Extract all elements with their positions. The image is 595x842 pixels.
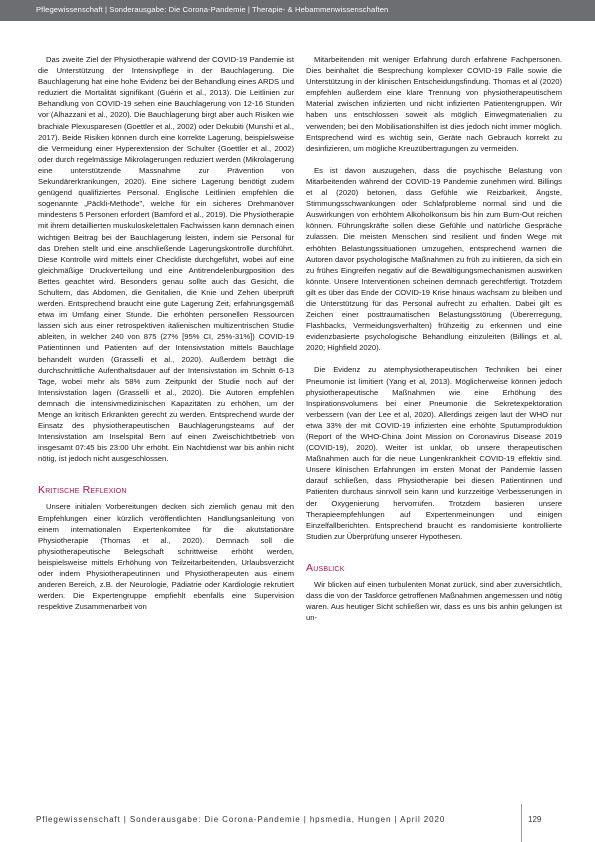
- section-heading-ausblick: Ausblick: [306, 561, 345, 574]
- section-heading-kritische-reflexion: Kritische Reflexion: [38, 484, 127, 497]
- right-column: [306, 54, 562, 623]
- body-paragraph: Die Evidenz zu atemphysiotherapeutischen Techniken bei einer Pneumonie ist limitiert (Yang et al, 2013). Möglicherweise können jedoch physiotherapeutische Maßnahmen wie eine Erhöhung des Inspirationsvolumens bei einer Pneumonie die Sekretexpektoration verbessern (van der Lee et al, 2020). Allerdings zeigen laut der WHO nur etwa 33% der mit COVID-19 infizierten eine erhöhte Sputumproduktion (Report of the WHO-China Joint Mission on Coronavirus Disease 2019 (COVID-19), 2020). Weiter ist unklar, ob unsere therapeutischen Maßnahmen auch für die neue Lungenkrankheit COVID-19 effektiv sind. Unsere klinischen Erfahrungen im ersten Monat der Pandemie lassen darauf schließen, dass Physiotherapie bei diesen Patientinnen und Patienten durchaus sinnvoll sein kann und kurzzeitige Verbesserungen in der Oxygenierung hervorrufen. Trotzdem basieren unsere Therapieempfehlungen auf Expertenmeinungen und einigen Einzelfallberichten. Entsprechend braucht es randomisierte kontrollierte Studien zur Überprüfung unserer Hypothesen.: [306, 365, 562, 541]
- body-paragraph: Mitarbeitenden mit weniger Erfahrung durch erfahrene Fachpersonen. Dies beinhaltet die Besprechung komplexer COVID-19 Fälle sowie die Unterstützung in der klinischen Entscheidungsfindung. Thomas et al (2020) empfehlen außerdem eine klare Trennung von physiotherapeutischem Material zwischen infizierten und nicht infizierten Patientengruppen. Wir haben uns entschlossen soweit als möglich Einwegmaterialien zu verwenden; bei den Mobilisationshilfen ist dies jedoch nicht immer möglich. Entsprechend wird es wichtig sein, Geräte nach Gebrauch korrekt zu desinfizieren, um mögliche Kreuzübertragungen zu vermeiden.: [306, 55, 562, 153]
- body-paragraph: Es ist davon auszugehen, dass die psychische Belastung von Mitarbeitenden während der COVID-19 Pandemie zunehmen wird. Billings et al (2020) betonen, dass Gefühle wie Reizbarkeit, Ängste, Stimmungsschwankungen oder Schlafprobleme normal sind und die Auswirkungen von erhöhtem Alkoholkonsum bis hin zum Burn-Out reichen können. Führungskräfte sollen diese Gefühle und natürliche Gespräche zulassen. Die meisten Menschen sind resilient und finden Wege mit erhöhten Belastungssituationen umzugehen, entsprechend warnen die Autoren davor psychologische Maßnahmen zu früh zu initiieren, da sich ein zu frühes Eingreifen negativ auf die Bewältigungsmechanismen auswirken könnte. Unsere Interventionen scheinen demnach gerechtfertigt. Trotzdem gilt es über das Ende der COVID-19 Krise hinaus wachsam zu bleiben und die Unterstützung für das Personal aufrecht zu erhalten. Dabei gilt es Zeichen einer posttraumatischen Belastungsstörung (Übererregung, Flashbacks, Vermeidungsverhalten) frühzeitig zu erkennen und eine evidenzbasierte psychologische Behandlung einzuleiten (Billings et al, 2020; Highfield 2020).: [306, 165, 562, 353]
- running-footer: Pflegewissenschaft | Sonderausgabe: Die Corona-Pandemie | hpsmedia, Hungen | April 2020: [36, 815, 446, 824]
- running-header-title: Pflegewissenschaft | Sonderausgabe: Die Corona-Pandemie | Therapie- & Hebammenwissenschaften: [36, 5, 389, 14]
- footer-divider: [521, 804, 522, 842]
- left-column: [38, 54, 294, 612]
- page-number: 129: [528, 815, 542, 824]
- body-paragraph: Wir blicken auf einen turbulenten Monat zurück, sind aber zuversichtlich, dass die von der Taskforce getroffenen Maßnahmen angemessen und nötig waren. Aus heutiger Sicht schließen wir, dass es uns bis anhin gelungen ist un-: [306, 579, 562, 623]
- body-paragraph: Das zweite Ziel der Physiotherapie während der COVID-19 Pandemie ist die Unterstützung der Intensivpflege in der Bauchlagerung. Die Bauchlagerung hat eine hohe Evidenz bei der Behandlung eines ARDS und reduziert die Mortalität signifikant (Guérin et al., 2013). Die Leitlinien zur Behandlung von COVID-19 sehen eine Bauchlagerung von 12-16 Stunden vor (Alhazzani et al., 2020). Die Bauchlagerung birgt aber auch Risiken wie brachiale Plexusparesen (Goettler et al., 2002) oder Dekubiti (Munshi et al., 2017). Beide Risiken können durch eine korrekte Lagerung, beispielsweise die Vermeidung einer Hyperextension der Schulter (Goettler et al., 2002) oder durch regelmässige Mikrolagerungen reduziert werden (Mikrolagerung eine unterstützende Massnahme zur Prävention von Sekundärerkrankungen, 2020). Eine sichere Lagerung benötigt zudem genügend qualifiziertes Personal. Englische Leitlinien empfehlen die sogenannte „Päckli-Methode", welche für ein sicheres Drehmanöver mindestens 5 Personen erfordert (Bamford et al., 2019). Die Physiotherapie mit ihrem detaillierten muskuloskelettalen Fachwissen kann demnach einen wichtigen Beitrag bei der Bauchlagerung leisten, indem sie Personal für das Drehen stellt und eine anschließende Lagerungskontrolle durchführt. Diese Kontrolle wird mittels einer Checkliste durchgeführt, wobei auf eine gleichmäßige Druckverteilung und eine Antitrendelenburgposition des Bettes geachtet wird. Besonders genau sollte auch das Gesicht, die Schultern, das Abdomen, die Genitalien, die Knie und Zehen überprüft werden. Entsprechend braucht eine gute Lagerung Zeit, erfahrungsgemäß etwa im Umfang einer Stunde. Die erhöhten personellen Ressourcen lassen sich aus einer retrospektiven italienischen multizentrischen Studie ableiten, in welcher 240 von 875 (27% [95% CI, 25%-31%]) COVID-19 Patientinnen und Patienten auf der Intensivstation mittels Bauchlage behandelt wurden (Grasselli et al., 2020). Außerdem beträgt die durchschnittliche Aufenthaltsdauer auf der Intensivstation im Schnitt 6-13 Tage, wobei mehr als 58% zum Zeitpunkt der Studie noch auf der Intensivstation lagen (Grasselli et al., 2020). Die Autoren empfehlen demnach die intensivmedizinischen Kapazitäten zu erhöhen, um der Menge an kritisch Erkrankten gerecht zu werden. Entsprechend wurde der Einsatz des physiotherapeutischen Bauchlagerungsteams auf der Intensivstation am Inselspital Bern auf einen Zweischichtbetrieb von insgesamt 07:45 bis 23:00 Uhr erhöht. Ein Nachtdienst war bis anhin nicht nötig, ist jedoch nicht ausgeschlossen.: [38, 55, 294, 464]
- body-paragraph: Unsere initialen Vorbereitungen decken sich ziemlich genau mit den Empfehlungen einer kürzlich veröffentlichten Handlungsanleitung von einem internationalen Expertenkomitee für die akutstationäre Physiotherapie (Thomas et al., 2020). Demnach soll die physiotherapeutische Belegschaft schrittweise erhöht werden, beispielsweise mittels Erhöhung von Teilzeitarbeitenden, Urlaubsverzicht oder indem Physiotherapeutinnen und Physiotherapeuten aus einem anderen Bereich, z.B. der Neurologie, Pädiatrie oder Kardiologie rekrutiert werden. Die Expertengruppe empfiehlt ebenfalls eine Supervision respektive Zusammenarbeit von: [38, 502, 294, 612]
- running-header-bar: [0, 0, 595, 21]
